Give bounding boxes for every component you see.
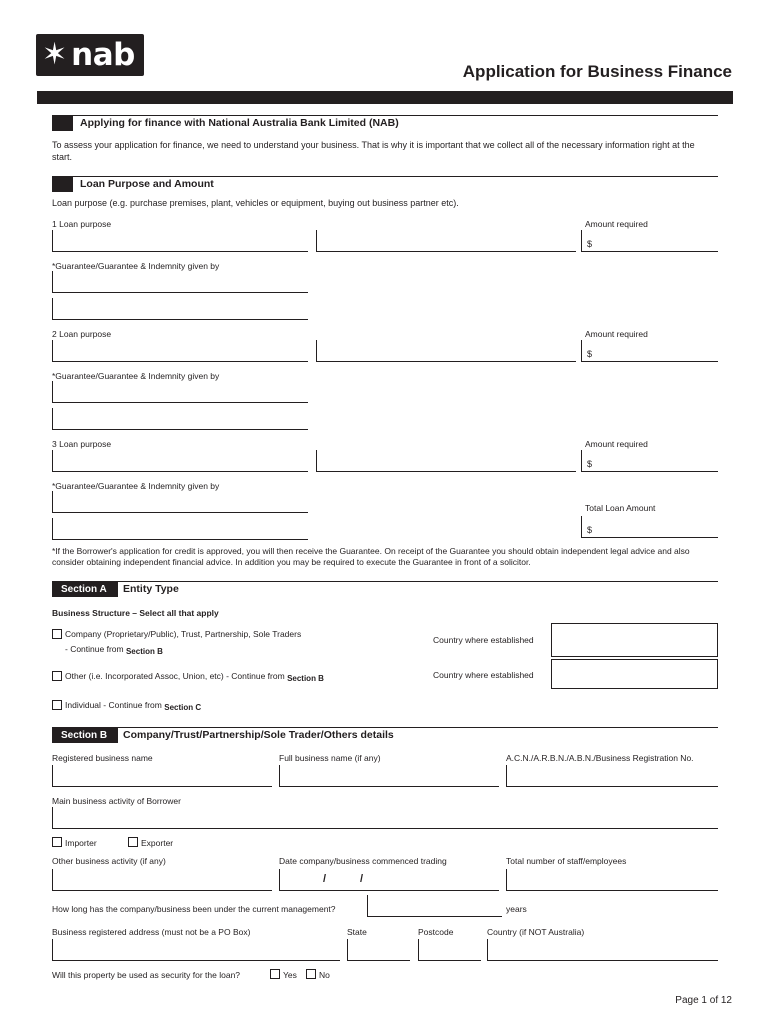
date-commenced-label: Date company/business commenced trading bbox=[279, 856, 447, 866]
other-activity-field[interactable] bbox=[52, 869, 272, 891]
staff-field[interactable] bbox=[506, 869, 718, 891]
staff-label: Total number of staff/employees bbox=[506, 856, 627, 866]
individual-checkbox[interactable] bbox=[52, 700, 62, 710]
business-structure-label: Business Structure – Select all that apply bbox=[52, 608, 219, 618]
country-field[interactable] bbox=[487, 939, 718, 961]
intro-section-header bbox=[52, 115, 718, 131]
section-tab bbox=[52, 177, 73, 192]
star-logo-icon: ✶ bbox=[42, 37, 68, 72]
intro-heading: Applying for finance with National Australia Bank Limited (NAB) bbox=[80, 117, 399, 129]
section-a-header bbox=[52, 581, 718, 597]
loan-2-purpose-field[interactable] bbox=[52, 340, 308, 362]
security-no-checkbox[interactable] bbox=[306, 969, 316, 979]
main-activity-label: Main business activity of Borrower bbox=[52, 796, 181, 806]
guarantee-footnote: *If the Borrower's application for credit is approved, you will then receive the Guarantee. On receipt of the Guarantee you should obtain independent legal advice and also consider obtaining independent financial advice. In addition you may be required to execute the Guarantee in front of a solicitor. bbox=[52, 546, 690, 567]
company-checkbox[interactable] bbox=[52, 629, 62, 639]
section-tab bbox=[52, 116, 73, 131]
loan-1-amount-label: Amount required bbox=[585, 219, 648, 229]
loan-2-guarantor-field-2[interactable] bbox=[52, 408, 308, 430]
company-continue-label: - Continue from Section B bbox=[65, 644, 163, 656]
other-entity-checkbox[interactable] bbox=[52, 671, 62, 681]
date-commenced-field[interactable] bbox=[279, 869, 499, 891]
loan-2-guarantor-field[interactable] bbox=[52, 381, 308, 403]
country-established-field-1[interactable] bbox=[551, 623, 718, 657]
acn-field[interactable] bbox=[506, 765, 718, 787]
section-b-tab: Section B bbox=[52, 728, 118, 743]
security-no-label: No bbox=[319, 970, 330, 980]
address-field[interactable] bbox=[52, 939, 340, 961]
exporter-label: Exporter bbox=[141, 838, 174, 848]
acn-label: A.C.N./A.R.B.N./A.B.N./Business Registration No. bbox=[506, 753, 694, 763]
how-long-field[interactable] bbox=[367, 895, 502, 917]
company-option-label: Company (Proprietary/Public), Trust, Partnership, Sole Traders bbox=[65, 629, 302, 639]
postcode-label: Postcode bbox=[418, 927, 454, 937]
registered-name-label: Registered business name bbox=[52, 753, 153, 763]
years-label: years bbox=[506, 904, 527, 914]
nab-logo bbox=[36, 34, 144, 76]
other-activity-label: Other business activity (if any) bbox=[52, 856, 166, 866]
postcode-field[interactable] bbox=[418, 939, 481, 961]
country-established-label-2: Country where established bbox=[433, 670, 534, 680]
country-label: Country (if NOT Australia) bbox=[487, 927, 585, 937]
date-separator-2: / bbox=[360, 873, 364, 885]
intro-text: To assess your application for finance, we need to understand your business. That is why it is important that we collect all of the necessary information right at the start. bbox=[52, 140, 695, 162]
state-field[interactable] bbox=[347, 939, 410, 961]
total-loan-field[interactable]: $ bbox=[581, 516, 718, 538]
importer-label: Importer bbox=[65, 838, 97, 848]
section-b-header bbox=[52, 727, 718, 743]
loan-2-amount-label: Amount required bbox=[585, 329, 648, 339]
section-b-heading: Company/Trust/Partnership/Sole Trader/Others details bbox=[123, 729, 394, 741]
section-a-tab: Section A bbox=[52, 582, 118, 597]
loan-section-header bbox=[52, 176, 718, 192]
date-separator-1: / bbox=[323, 873, 327, 885]
loan-1-guarantee-label: *Guarantee/Guarantee & Indemnity given by bbox=[52, 261, 220, 271]
country-established-label-1: Country where established bbox=[433, 635, 534, 645]
loan-1-purpose-field-2[interactable] bbox=[316, 230, 576, 252]
exporter-checkbox[interactable] bbox=[128, 837, 138, 847]
loan-2-amount-field[interactable]: $ bbox=[581, 340, 718, 362]
loan-description: Loan purpose (e.g. purchase premises, plant, vehicles or equipment, buying out business partner etc). bbox=[52, 198, 459, 208]
loan-1-label: 1 Loan purpose bbox=[52, 219, 112, 229]
loan-3-amount-label: Amount required bbox=[585, 439, 648, 449]
loan-heading: Loan Purpose and Amount bbox=[80, 178, 214, 190]
loan-2-label: 2 Loan purpose bbox=[52, 329, 112, 339]
loan-1-guarantor-field-2[interactable] bbox=[52, 298, 308, 320]
how-long-label: How long has the company/business been under the current management? bbox=[52, 904, 336, 914]
loan-1-amount-field[interactable]: $ bbox=[581, 230, 718, 252]
loan-1-purpose-field[interactable] bbox=[52, 230, 308, 252]
loan-2-guarantee-label: *Guarantee/Guarantee & Indemnity given by bbox=[52, 371, 220, 381]
total-loan-label: Total Loan Amount bbox=[585, 503, 656, 513]
importer-checkbox[interactable] bbox=[52, 837, 62, 847]
loan-1-guarantor-field[interactable] bbox=[52, 271, 308, 293]
page-number: Page 1 of 12 bbox=[675, 995, 732, 1006]
loan-3-purpose-field[interactable] bbox=[52, 450, 308, 472]
security-question: Will this property be used as security for the loan? bbox=[52, 970, 241, 980]
security-yes-label: Yes bbox=[283, 970, 297, 980]
registered-name-field[interactable] bbox=[52, 765, 272, 787]
loan-3-amount-field[interactable]: $ bbox=[581, 450, 718, 472]
state-label: State bbox=[347, 927, 367, 937]
full-name-label: Full business name (if any) bbox=[279, 753, 381, 763]
other-entity-label: Other (i.e. Incorporated Assoc, Union, etc) - Continue from Section B bbox=[65, 671, 324, 683]
loan-3-guarantor-field[interactable] bbox=[52, 491, 308, 513]
loan-3-guarantor-field-2[interactable] bbox=[52, 518, 308, 540]
security-yes-checkbox[interactable] bbox=[270, 969, 280, 979]
full-name-field[interactable] bbox=[279, 765, 499, 787]
header-bar bbox=[37, 91, 733, 104]
loan-3-label: 3 Loan purpose bbox=[52, 439, 112, 449]
logo-text: nab bbox=[71, 37, 135, 73]
address-label: Business registered address (must not be a PO Box) bbox=[52, 927, 251, 937]
loan-2-purpose-field-2[interactable] bbox=[316, 340, 576, 362]
individual-label: Individual - Continue from Section C bbox=[65, 700, 202, 712]
country-established-field-2[interactable] bbox=[551, 659, 718, 689]
section-a-heading: Entity Type bbox=[123, 583, 179, 595]
loan-3-guarantee-label: *Guarantee/Guarantee & Indemnity given by bbox=[52, 481, 220, 491]
document-title: Application for Business Finance bbox=[462, 62, 732, 81]
loan-3-purpose-field-2[interactable] bbox=[316, 450, 576, 472]
main-activity-field[interactable] bbox=[52, 807, 718, 829]
